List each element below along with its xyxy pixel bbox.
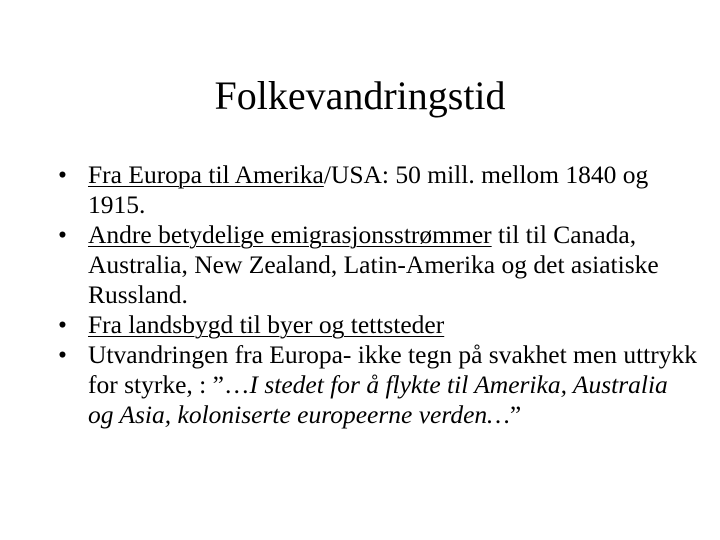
link-europa-amerika[interactable]: Fra Europa til Amerika (88, 160, 324, 189)
bullet-item-4 (58, 340, 698, 430)
bullet-item-2 (58, 220, 698, 310)
bullet-text: Utvandringen fra Europa- ikke tegn på svakhet men uttrykk for styrke, : ”… (88, 340, 697, 399)
quote-closing-mark: ” (509, 400, 522, 429)
bullet-item-3 (58, 310, 698, 340)
bullet-quote: I stedet for å flykte til Amerika, Australia og Asia, koloniserte europeerne verden… (88, 370, 668, 429)
bullet-marker: • (58, 310, 67, 339)
bullet-marker: • (58, 220, 67, 249)
bullet-item-1 (58, 160, 698, 220)
bullet-text: /USA: 50 mill. mellom 1840 og 1915. (88, 160, 649, 219)
bullet-text: til til Canada, Australia, New Zealand, Latin-Amerika og det asiatiske Russland. (88, 220, 659, 309)
link-emigrasjonsstrommer[interactable]: Andre betydelige emigrasjonsstrømmer (88, 220, 492, 249)
bullet-marker: • (58, 340, 67, 369)
link-landsbygd-byer[interactable]: Fra landsbygd til byer og tettsteder (88, 310, 445, 339)
bullet-list (58, 160, 698, 430)
bullet-marker: • (58, 160, 67, 189)
slide-title: Folkevandringstid (214, 73, 506, 118)
